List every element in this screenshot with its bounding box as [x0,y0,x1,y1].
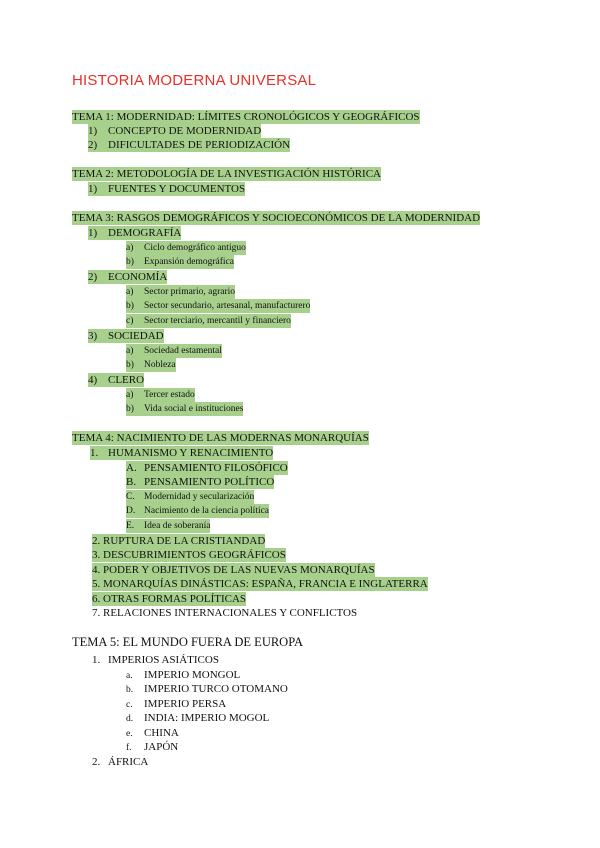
outline-subitem: a) Ciclo demográfico antiguo [126,243,246,253]
outline-item: 4) CLERO [88,374,145,386]
outline-subitem: b. IMPERIO TURCO OTOMANO [126,683,288,695]
tema-2-heading: TEMA 2: METODOLOGÍA DE LA INVESTIGACIÓN HISTÓRICA [72,168,382,180]
outline-item: 2) ECONOMÍA [88,271,168,283]
outline-item: 1. HUMANISMO Y RENACIMIENTO [90,447,274,459]
outline-subitem: B. PENSAMIENTO POLÍTICO [126,476,275,488]
outline-subitem: a) Sociedad estamental [126,346,222,356]
outline-item: 1. IMPERIOS ASIÁTICOS [92,654,219,666]
outline-subitem: c. IMPERIO PERSA [126,698,227,710]
outline-subitem: a) Sector primario, agrario [126,287,236,297]
outline-item: 1) CONCEPTO DE MODERNIDAD [88,125,262,137]
outline-subitem: b) Nobleza [126,360,176,370]
outline-item: 2. RUPTURA DE LA CRISTIANDAD [92,535,266,547]
outline-item: 3. DESCUBRIMIENTOS GEOGRÁFICOS [92,549,286,561]
outline-subitem: a. IMPERIO MONGOL [126,669,241,681]
tema-5-heading: TEMA 5: EL MUNDO FUERA DE EUROPA [72,635,304,649]
outline-subitem: b) Sector secundario, artesanal, manufacturero [126,301,311,311]
outline-item: 1) FUENTES Y DOCUMENTOS [88,183,246,195]
tema-1-heading: TEMA 1: MODERNIDAD: LÍMITES CRONOLÓGICOS Y GEOGRÁFICOS [72,111,420,123]
outline-subitem: C. Modernidad y secularización [126,492,255,502]
outline-subitem: d. INDIA: IMPERIO MOGOL [126,712,270,724]
outline-subitem: f. JAPÓN [126,741,179,753]
outline-item: 2. ÁFRICA [92,756,149,768]
outline-item: 2) DIFICULTADES DE PERIODIZACIÓN [88,139,291,151]
outline-item: 7. RELACIONES INTERNACIONALES Y CONFLICTOS [92,607,358,619]
tema-3-heading: TEMA 3: RASGOS DEMOGRÁFICOS Y SOCIOECONÓMICOS DE LA MODERNIDAD [72,212,481,224]
outline-subitem: c) Sector terciario, mercantil y financiero [126,316,291,326]
outline-item: 3) SOCIEDAD [88,330,164,342]
page-title: HISTORIA MODERNA UNIVERSAL [72,72,317,89]
outline-subitem: e. CHINA [126,727,179,739]
tema-4-heading: TEMA 4: NACIMIENTO DE LAS MODERNAS MONARQUÍAS [72,432,369,444]
outline-item: 6. OTRAS FORMAS POLÍTICAS [92,593,247,605]
outline-subitem: D. Nacimiento de la ciencia política [126,506,270,516]
outline-subitem: b) Expansión demográfica [126,257,234,267]
outline-item: 1) DEMOGRAFÍA [88,227,182,239]
outline-subitem: E. Idea de soberanía [126,521,211,531]
outline-item: 4. PODER Y OBJETIVOS DE LAS NUEVAS MONARQUÍAS [92,564,375,576]
outline-item: 5. MONARQUÍAS DINÁSTICAS: ESPAÑA, FRANCIA E INGLATERRA [92,578,428,590]
outline-subitem: A. PENSAMIENTO FILOSÓFICO [126,462,288,474]
outline-subitem: b) Vida social e instituciones [126,404,244,414]
outline-subitem: a) Tercer estado [126,390,195,400]
